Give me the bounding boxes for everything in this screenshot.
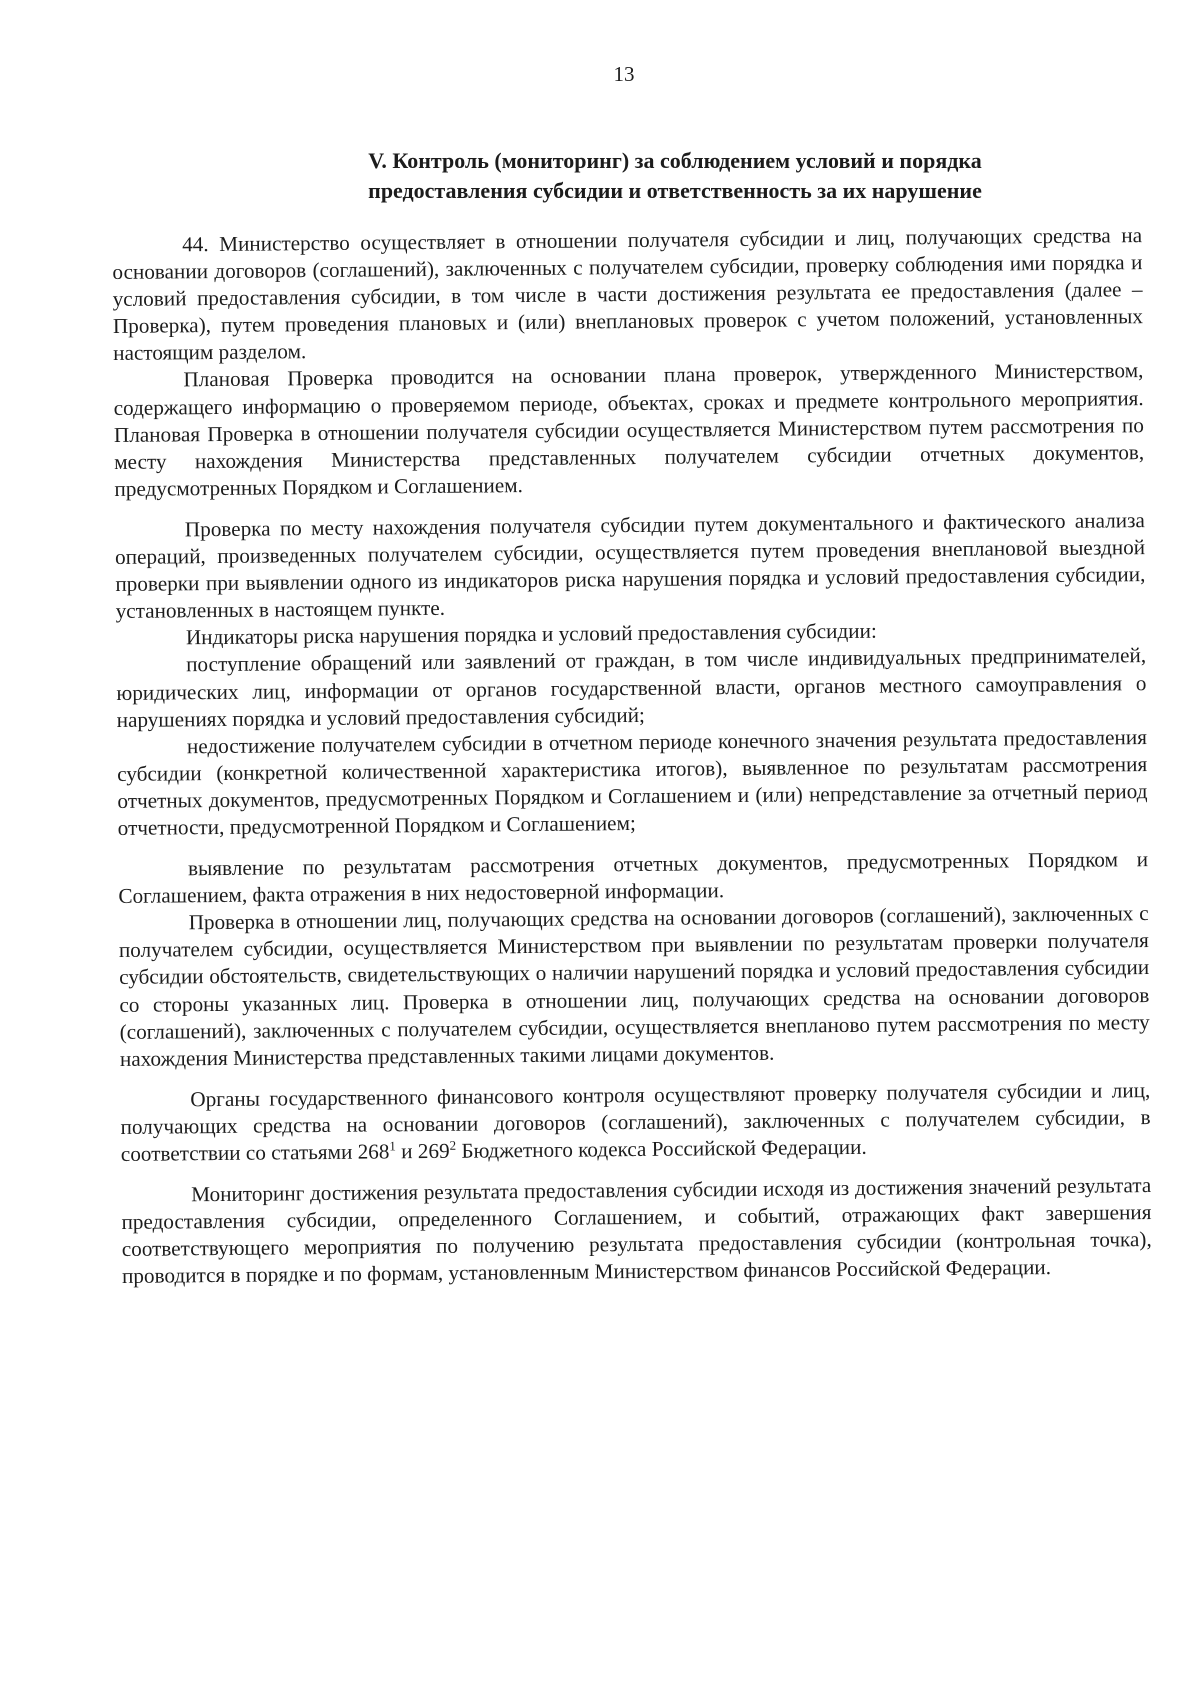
section-heading-line-2: предоставления субсидии и ответственность за их нарушение (368, 178, 982, 203)
article-269-superscript: 2 (449, 1137, 457, 1153)
document-body (112, 222, 1152, 1290)
paragraph-risk-unreliable-info: выявление по результатам рассмотрения отчетных документов, предусмотренных Порядком и Соглашением, факта отражения в них недостоверной информации. (118, 847, 1149, 909)
financial-control-text-after: Бюджетного кодекса Российской Федерации. (456, 1134, 867, 1163)
paragraph-risk-indicators: Индикаторы риска нарушения порядка и условий предоставления субсидии: (185, 618, 877, 650)
section-heading (130, 146, 1130, 206)
section-heading-line-1: V. Контроль (мониторинг) за соблюдением условий и порядка (368, 148, 982, 173)
paragraph-financial-control (120, 1077, 1151, 1168)
financial-control-text-before: Органы государственного финансового контроля осуществляют проверку получателя субсидии и лиц, получающих средства на основании договоров (соглашений), заключенных с получателем субсидии, в соответствии со статьями 268 (120, 1077, 1151, 1166)
paragraph-planned-inspection: Плановая Проверка проводится на основании плана проверок, утвержденного Министерством, содержащего информацию о проверяемом периоде, объектах, сроках и предмете контрольного мероприятия. Плановая Проверка в отношении получателя субсидии осуществляется Министерством путем рассмотрения по месту нахождения Министерства представленных получателем субсидии отчетных документов, предусмотренных Порядком и Соглашением. (113, 358, 1145, 501)
page-number: 13 (613, 62, 635, 86)
paragraph-risk-appeals: поступление обращений или заявлений от граждан, в том числе индивидуальных предпринимателей, юридических лиц, информации от органов государственной власти, органов местного самоуправления о нарушениях порядка и условий предоставления субсидий; (116, 643, 1147, 732)
paragraph-onsite-inspection: Проверка по месту нахождения получателя субсидии путем документального и фактического анализа операций, произведенных получателем субсидии, осуществляется путем проведения внеплановой выездной проверки при выявлении одного из индикаторов риска нарушения порядка и условий предоставления субсидии, установленных в настоящем пункте. (115, 508, 1146, 624)
article-268-superscript: 1 (389, 1138, 396, 1154)
paragraph-monitoring: Мониторинг достижения результата предоставления субсидии исходя из достижения значений результата предоставления субсидии, определенного Соглашением, и событий, отражающих факт завершения соответствующего мероприятия по получению результата предоставления субсидии (контрольная точка), проводится в порядке и по формам, установленным Министерством финансов Российской Федерации. (121, 1173, 1152, 1289)
financial-control-text-middle: и 269 (395, 1138, 450, 1164)
paragraph-risk-non-achievement: недостижение получателем субсидии в отчетном периоде конечного значения результата предоставления субсидии (конкретной количественной характеристика итогов), выявленное по результатам рассмотрения отчетных документов, предусмотренных Порядком и Соглашением и (или) непредставление за отчетный период отчетности, предусмотренной Порядком и Соглашением; (117, 724, 1148, 840)
paragraph-44: 44. Министерство осуществляет в отношении получателя субсидии и лиц, получающих средства на основании договоров (соглашений), заключенных с получателем субсидии, проверку соблюдения ими порядка и условий предоставления субсидии, в том числе в части достижения результата ее предоставления (далее – Проверка), путем проведения плановых и (или) внеплановых проверок с учетом положений, установленных настоящим разделом. (112, 223, 1143, 366)
paragraph-third-party-inspection: Проверка в отношении лиц, получающих средства на основании договоров (соглашений), заключенных с получателем субсидии, осуществляется Министерством при выявлении по результатам проверки получателя субсидии обстоятельств, свидетельствующих о наличии нарушений порядка и условий предоставления субсидии со стороны указанных лиц. Проверка в отношении лиц, получающих средства на основании договоров (соглашений), заключенных с получателем субсидии, осуществляется внепланово путем рассмотрения по месту нахождения Министерства представленных такими лицами документов. (118, 901, 1150, 1071)
